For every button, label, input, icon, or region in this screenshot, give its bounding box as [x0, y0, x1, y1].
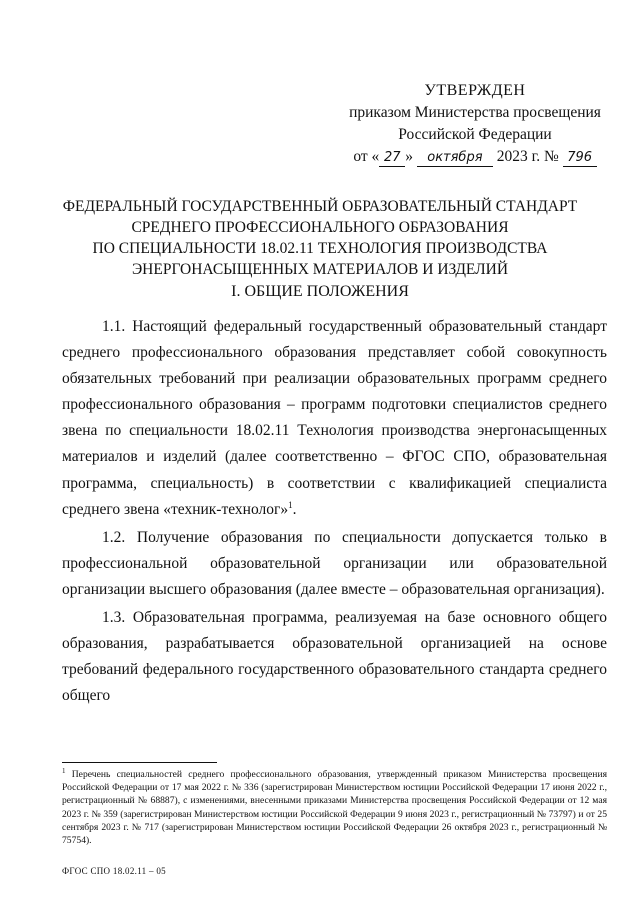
section-heading: I. ОБЩИЕ ПОЛОЖЕНИЯ [231, 283, 409, 300]
approval-order-line: приказом Министерства просвещения [349, 104, 601, 121]
approval-block [330, 80, 620, 168]
footnote-reference[interactable]: 1 [288, 499, 293, 510]
document-title [40, 196, 600, 280]
footnote-text: Перечень специальностей среднего профессионального образования, утвержденный приказом Министерства просвещения Российской Федерации от 17 мая 2022 г. № 336 (зарегистрирован Министерством юстиции Российской Федерации 17 июня 2022 г., регистрационный № 68887), с изменениями, внесенными приказами Министерства просвещения Российской Федерации от 12 мая 2023 г. № 359 (зарегистрирован Министерством юстиции Российской Федерации 9 июня 2023 г., регистрационный № 73797) и от 25 сентября 2023 г. № 717 (зарегистрирован Министерством юстиции Российской Федерации 26 октября 2023 г., регистрационный № 75754). [62, 769, 607, 847]
title-line-4: ЭНЕРГОНАСЫЩЕННЫХ МАТЕРИАЛОВ И ИЗДЕЛИЙ [131, 261, 509, 278]
paragraph-1-1 [62, 314, 607, 523]
approval-country-line: Российской Федерации [398, 126, 552, 143]
footnote-divider [62, 762, 217, 763]
title-line-2: СРЕДНЕГО ПРОФЕССИОНАЛЬНОГО ОБРАЗОВАНИЯ [131, 219, 509, 236]
footer-document-code: ФГОС СПО 18.02.11 – 05 [62, 866, 166, 876]
date-mid: » [405, 148, 414, 165]
approval-date-line [330, 146, 620, 168]
paragraph-1-1-end: . [292, 500, 297, 518]
handwritten-month: октября [417, 150, 493, 167]
paragraph-1-3: 1.3. Образовательная программа, реализуемая на базе основного общего образования, разрабатывается образовательной организацией на основе требований федерального государственного образовательного стандарта среднего общего [62, 609, 607, 705]
handwritten-order-number: 796 [563, 150, 597, 167]
body-text [62, 314, 607, 711]
approval-stamp: УТВЕРЖДЕН [424, 82, 526, 99]
title-line-3: ПО СПЕЦИАЛЬНОСТИ 18.02.11 ТЕХНОЛОГИЯ ПРОИЗВОДСТВА [92, 240, 548, 257]
handwritten-day: 27 [379, 150, 405, 167]
footnote [62, 768, 607, 847]
paragraph-1-1-text: 1.1. Настоящий федеральный государственный образовательный стандарт среднего профессионального образования представляет собой совокупность обязательных требований при реализации образовательных программ среднего профессионального образования – программ подготовки специалистов среднего звена по специальности 18.02.11 Технология производства энергонасыщенных материалов и изделий (далее соответственно – ФГОС СПО, образовательная программа, специальность) в соответствии с квалификацией специалиста среднего звена «техник-технолог» [62, 318, 607, 518]
date-year: 2023 г. № [496, 148, 559, 165]
footnote-mark: 1 [62, 766, 66, 775]
title-line-1: ФЕДЕРАЛЬНЫЙ ГОСУДАРСТВЕННЫЙ ОБРАЗОВАТЕЛЬНЫЙ СТАНДАРТ [62, 198, 578, 215]
date-prefix: от « [353, 148, 380, 165]
paragraph-1-2: 1.2. Получение образования по специальности допускается только в профессиональной образовательной организации или образовательной организации высшего образования (далее вместе – образовательная организация). [62, 528, 607, 598]
